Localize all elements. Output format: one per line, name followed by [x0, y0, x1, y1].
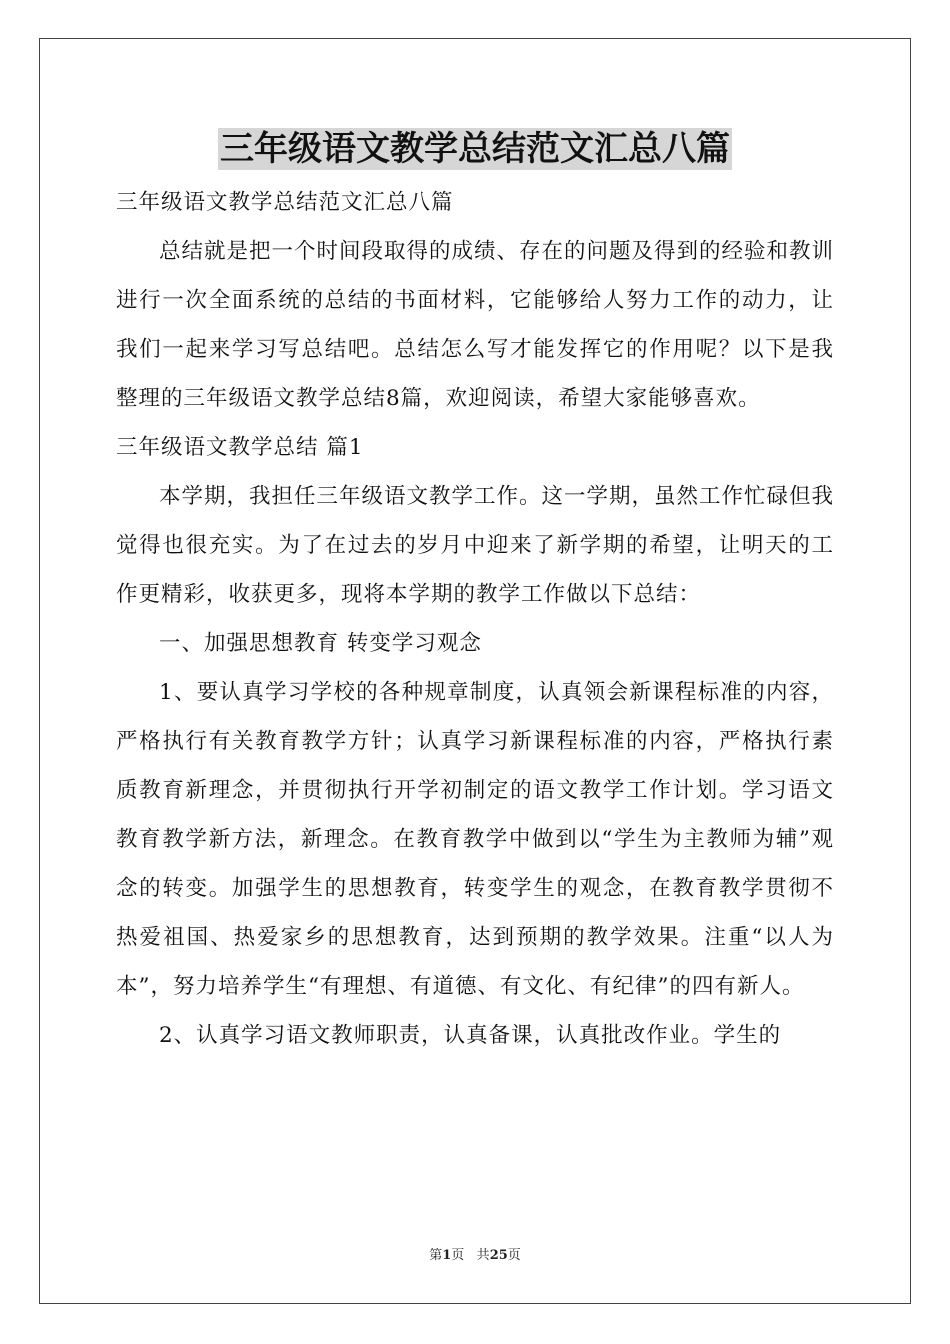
footer-total-prefix: 共 — [476, 1248, 490, 1263]
footer-page-suffix: 页 — [451, 1248, 465, 1263]
footer-total-suffix: 页 — [507, 1248, 521, 1263]
page-footer — [0, 1247, 950, 1265]
footer-page-prefix: 第 — [429, 1248, 443, 1263]
document-title: 三年级语文教学总结范文汇总八篇 — [220, 129, 730, 169]
paragraph: 1、要认真学习学校的各种规章制度，认真领会新课程标准的内容，严格执行有关教育教学方针；认真学习新课程标准的内容，严格执行素质教育新理念，并贯彻执行开学初制定的语文教学工作计划。学习语文教育教学新方法，新理念。在教育教学中做到以“学生为主教师为辅”观念的转变。加强学生的思想教育，转变学生的观念，在教育教学贯彻不热爱祖国、热爱家乡的思想教育，达到预期的教学效果。注重“以人为本”，努力培养学生“有理想、有道德、有文化、有纪律”的四有新人。 — [116, 680, 834, 999]
paragraph: 三年级语文教学总结 篇1 — [116, 435, 364, 460]
footer-total-pages: 25 — [489, 1248, 508, 1263]
title-area — [0, 128, 950, 170]
paragraph: 本学期，我担任三年级语文教学工作。这一学期，虽然工作忙碌但我觉得也很充实。为了在过去的岁月中迎来了新学期的希望，让明天的工作更精彩，收获更多，现将本学期的教学工作做以下总结： — [116, 484, 835, 607]
paragraph: 三年级语文教学总结范文汇总八篇 — [116, 190, 454, 215]
paragraph: 2、认真学习语文教师职责，认真备课，认真批改作业。学生的 — [159, 1023, 782, 1048]
document-body — [116, 178, 834, 1060]
paragraph: 总结就是把一个时间段取得的成绩、存在的问题及得到的经验和教训进行一次全面系统的总结的书面材料，它能够给人努力工作的动力，让我们一起来学习写总结吧。总结怎么写才能发挥它的作用呢？以下是我整理的三年级语文教学总结8篇，欢迎阅读，希望大家能够喜欢。 — [116, 239, 835, 411]
paragraph: 一、加强思想教育 转变学习观念 — [159, 631, 482, 656]
footer-page-number: 1 — [442, 1248, 452, 1263]
